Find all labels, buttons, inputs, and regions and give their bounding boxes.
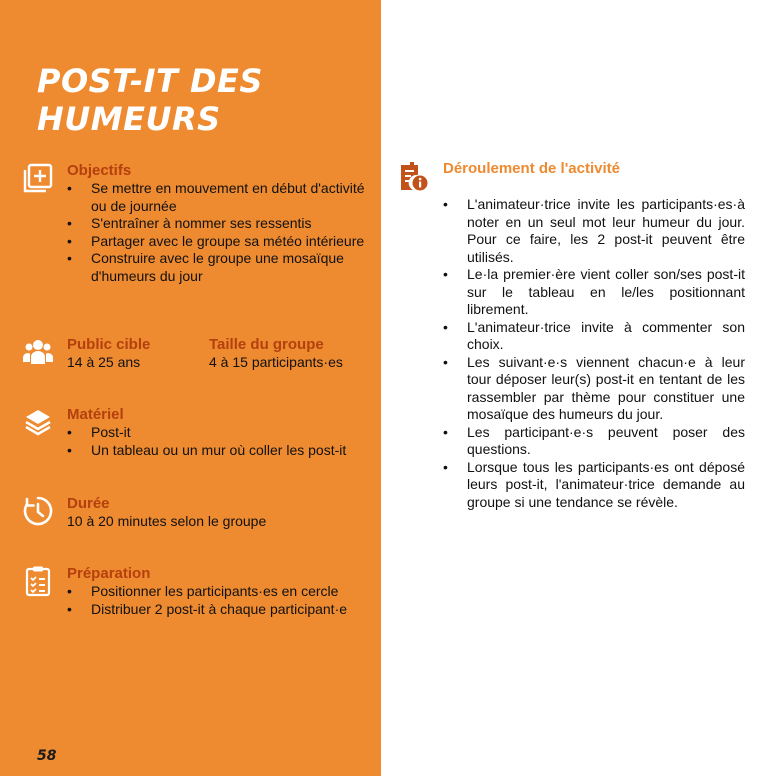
materials-list bbox=[67, 424, 377, 459]
list-item: • S'entraîner à nommer ses ressentis bbox=[67, 215, 377, 233]
list-item: • Distribuer 2 post-it à chaque participant·e bbox=[67, 601, 377, 619]
left-panel bbox=[0, 0, 381, 776]
group-icon bbox=[22, 336, 54, 368]
list-item: • Les suivant·e·s viennent chacun·e à leur tour déposer leur(s) post-it en tentant de les rassembler par thème pour constituer une mosaïque des humeurs du jour. bbox=[443, 354, 745, 424]
list-item: • Partager avec le groupe sa météo intérieure bbox=[67, 233, 377, 251]
preparation-title: Préparation bbox=[67, 565, 151, 582]
list-item: • Un tableau ou un mur où coller les post-it bbox=[67, 442, 377, 460]
target-audience-value: 14 à 25 ans bbox=[67, 354, 141, 370]
preparation-list bbox=[67, 583, 377, 618]
group-size-title: Taille du groupe bbox=[209, 336, 324, 353]
objectives-title: Objectifs bbox=[67, 162, 132, 179]
checklist-icon bbox=[22, 565, 54, 597]
list-item: • Construire avec le groupe une mosaïque d'humeurs du jour bbox=[67, 250, 377, 285]
objectives-list bbox=[67, 180, 377, 285]
list-item: • Post-it bbox=[67, 424, 377, 442]
duration-value: 10 à 20 minutes selon le groupe bbox=[67, 513, 267, 529]
list-item: • Positionner les participants·es en cercle bbox=[67, 583, 377, 601]
duration-title: Durée bbox=[67, 495, 110, 512]
list-item: • L'animateur·trice invite les participants·es·à noter en un seul mot leur humeur du jour. Pour ce faire, les 2 post-it peuvent être utilisés. bbox=[443, 196, 745, 266]
clock-icon bbox=[22, 495, 54, 527]
layers-icon bbox=[22, 406, 54, 438]
list-item: • Se mettre en mouvement en début d'activité ou de journée bbox=[67, 180, 377, 215]
list-item: • Le·la premier·ère vient coller son/ses post-it sur le tableau en le/les positionnant librement. bbox=[443, 266, 745, 319]
page-title: POST-IT DES HUMEURS bbox=[37, 62, 263, 138]
list-item: • L'animateur·trice invite à commenter son choix. bbox=[443, 319, 745, 354]
target-audience-title: Public cible bbox=[67, 336, 151, 353]
document-info-icon bbox=[397, 160, 429, 192]
procedure-title: Déroulement de l'activité bbox=[443, 160, 620, 177]
group-size-value: 4 à 15 participants·es bbox=[209, 354, 343, 370]
page-number: 58 bbox=[37, 748, 57, 764]
materials-title: Matériel bbox=[67, 406, 124, 423]
procedure-list bbox=[443, 196, 745, 511]
add-to-list-icon bbox=[22, 162, 54, 194]
list-item: • Les participant·e·s peuvent poser des questions. bbox=[443, 424, 745, 459]
list-item: • Lorsque tous les participants·es ont déposé leurs post-it, l'animateur·trice demande au groupe si une tendance se révèle. bbox=[443, 459, 745, 512]
